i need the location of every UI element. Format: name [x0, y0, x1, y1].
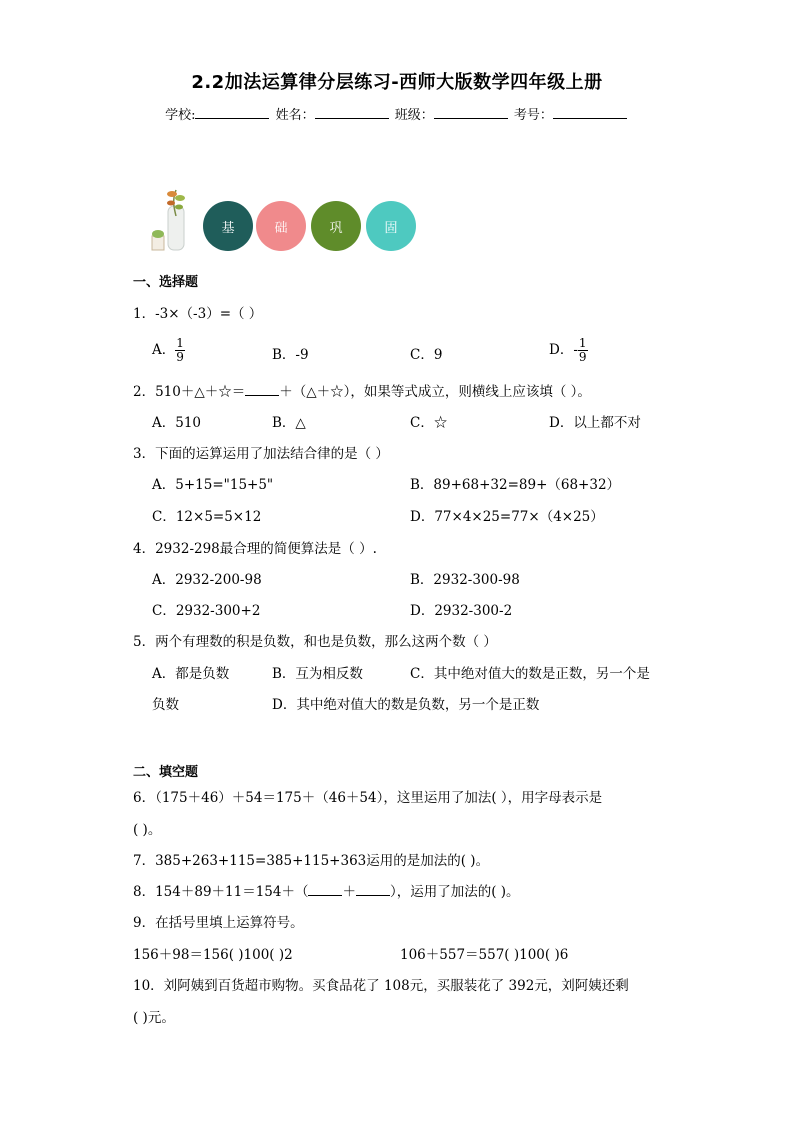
banner-char-4: 固 [384, 220, 398, 236]
q4-option-b: B．2932-300-98 [410, 572, 520, 588]
page-title: 2.2加法运算律分层练习-西师大版数学四年级上册 [191, 72, 603, 93]
q10-line1: 10．刘阿姨到百货超市购物。买食品花了 108元，买服装花了 392元，刘阿姨还剩 [133, 978, 629, 994]
q1-a-denominator: 9 [176, 350, 184, 364]
q2-option-b: B．△ [272, 415, 306, 431]
q3-option-b: B．89+68+32=89+（68+32） [410, 477, 621, 493]
q2-option-d: D．以上都不对 [549, 415, 641, 431]
q2-option-a: A．510 [152, 415, 202, 431]
q8-post: ），运用了加法的( )。 [389, 884, 520, 900]
q5-option-c-continued: 负数 [152, 697, 179, 713]
q1-stem: 1．-3×（-3）=（ ） [133, 306, 263, 322]
plant-vase-icon [148, 186, 196, 254]
q5-option-c: C．其中绝对值大的数是正数，另一个是 [410, 666, 650, 682]
q2-stem [133, 380, 591, 400]
q4-option-a: A．2932-200-98 [152, 572, 262, 588]
class-blank[interactable] [434, 106, 508, 119]
banner-char-1: 基 [221, 220, 235, 236]
q1-option-b: B．-9 [272, 347, 309, 363]
exam-no-label: 考号： [513, 108, 553, 123]
section-choice-heading: 一、选择题 [133, 275, 199, 290]
student-info-line [0, 104, 794, 123]
q8-plus: ＋ [342, 884, 356, 900]
q9-stem: 9．在括号里填上运算符号。 [133, 915, 304, 931]
q1-option-a [152, 337, 185, 364]
banner-circle-1 [203, 201, 253, 251]
q7-text: 7．385+263+115=385+115+363运用的是加法的( )。 [133, 853, 490, 869]
q1-a-label: A． [152, 342, 176, 358]
q8-pre: 8．154＋89＋11＝154＋（ [133, 884, 309, 900]
q5-option-b: B．互为相反数 [272, 666, 363, 682]
q3-stem: 3．下面的运算运用了加法结合律的是（ ） [133, 446, 389, 462]
q8-blank-1[interactable] [308, 883, 342, 896]
q5-stem: 5．两个有理数的积是负数，和也是负数，那么这两个数（ ） [133, 634, 497, 650]
q1-a-numerator: 1 [176, 336, 184, 350]
q3-option-d: D．77×4×25=77×（4×25） [410, 509, 604, 525]
q8-text [133, 880, 520, 900]
school-blank[interactable] [195, 106, 269, 119]
q4-stem: 4．2932-298最合理的简便算法是（ ）. [133, 541, 377, 557]
school-label: 学校: [165, 108, 196, 123]
banner-circle-2 [256, 201, 306, 251]
q3-option-a: A．5+15="15+5" [152, 477, 274, 493]
class-label: 班级： [394, 108, 434, 123]
banner-circle-4 [366, 201, 416, 251]
q4-option-d: D．2932-300-2 [410, 603, 513, 619]
q1-a-fraction [175, 337, 185, 364]
q2-blank[interactable] [245, 383, 279, 396]
q1-d-numerator: 1 [578, 336, 587, 350]
section-fill-heading: 二、填空题 [133, 765, 199, 780]
q5-option-a: A．都是负数 [152, 666, 230, 682]
q6-line2: ( )。 [133, 822, 162, 838]
q1-d-denominator: 9 [578, 350, 587, 364]
q2-stem-post: ＋（△＋☆），如果等式成立，则横线上应该填（ ）。 [279, 384, 591, 400]
q2-stem-pre: 2．510＋△＋☆＝ [133, 384, 246, 400]
q10-line2: ( )元。 [133, 1010, 175, 1026]
q8-blank-2[interactable] [356, 883, 390, 896]
q1-option-c: C．9 [410, 347, 443, 363]
banner-char-3: 巩 [329, 220, 343, 236]
q1-d-label: D．- [549, 342, 578, 358]
banner-circle-3 [311, 201, 361, 251]
q5-option-d: D．其中绝对值大的数是负数，另一个是正数 [272, 697, 540, 713]
q3-option-c: C．12×5=5×12 [152, 509, 262, 525]
q4-option-c: C．2932-300+2 [152, 603, 261, 619]
q6-line1: 6．（175＋46）＋54＝175＋（46＋54），这里运用了加法( ），用字母表示是 [133, 790, 603, 806]
name-blank[interactable] [315, 106, 389, 119]
exam-no-blank[interactable] [553, 106, 627, 119]
banner-char-2: 础 [274, 220, 288, 236]
q9-equation-1: 156＋98＝156( )100( )2 [133, 947, 293, 963]
name-label: 姓名： [275, 108, 315, 123]
q1-d-fraction [578, 337, 588, 364]
q1-option-d [549, 337, 588, 364]
q2-option-c: C．☆ [410, 415, 448, 431]
q9-equation-2: 106＋557＝557( )100( )6 [400, 947, 569, 963]
